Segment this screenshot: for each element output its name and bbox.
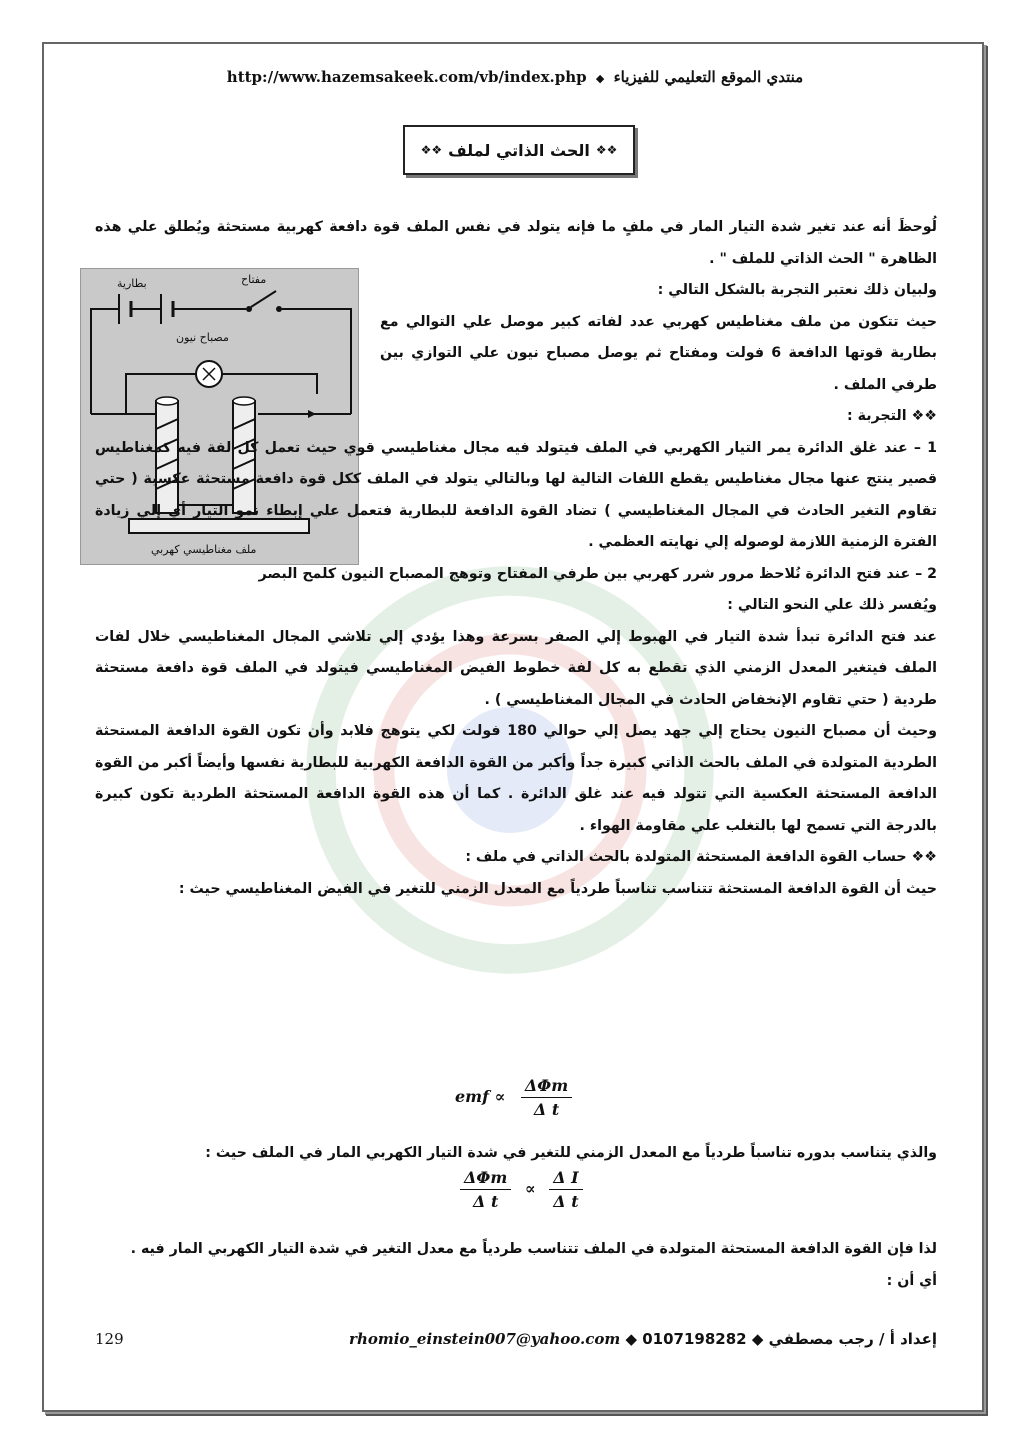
paragraph: 2 – عند فتح الدائرة نُلاحظ مرور شرر كهربي بين طرفي المفتاح وتوهج المصباح النيون كلمح البصر xyxy=(258,565,937,582)
formula-emf xyxy=(455,1076,572,1119)
paragraph: ولبيان ذلك نعتبر التجربة بالشكل التالي : xyxy=(657,282,937,298)
author-name: إعداد أ / رجب مصطفي xyxy=(768,1330,937,1348)
fraction xyxy=(549,1168,582,1211)
fraction xyxy=(460,1168,511,1211)
fraction-denominator: Δ t xyxy=(533,1100,560,1119)
section-title xyxy=(403,125,635,175)
coil-label: ملف مغناطيسي كهربي xyxy=(151,543,257,556)
paragraph: ويُفسر ذلك علي النحو التالي : xyxy=(727,597,937,613)
diamond-icon: ◆ xyxy=(746,1330,764,1348)
fraction-denominator: Δ t xyxy=(553,1192,579,1211)
paragraph: حيث أن القوة الدافعة المستحثة تتناسب تناسباً طردياً مع المعدل الزمني للتغير في الفيض المغناطيسي حيث : xyxy=(178,880,937,897)
proportional-symbol: ∝ xyxy=(524,1179,536,1198)
paragraph: والذي يتناسب بدوره تناسباً طردياً مع المعدل الزمني للتغير في شدة التيار الكهربي المار في الملف حيث : xyxy=(205,1145,937,1161)
page-header xyxy=(90,68,940,86)
fraction-numerator: Δ I xyxy=(549,1168,582,1190)
email-link[interactable]: rhomio_einstein007@yahoo.com xyxy=(349,1330,621,1348)
paragraph: لُوحظَ أنه عند تغير شدة التيار المار في ملفٍ ما فإنه يتولد في نفس الملف قوة دافعة كهربية مستحثة ويُطلق علي هذه الظاهرة " الحث الذاتي للملف " . xyxy=(95,219,937,267)
header-url[interactable]: http://www.hazemsakeek.com/vb/index.php xyxy=(226,68,587,86)
switch-label: مفتاح xyxy=(241,273,267,286)
body-text-2 xyxy=(95,1138,937,1170)
section-title-text: الحث الذاتي لملف xyxy=(448,140,590,160)
paragraph: وحيث أن مصباح النيون يحتاج إلي جهد يصل إلي حوالي 180 فولت لكي يتوهج فلابد وأن تكون القوة الدافعة المستحثة الطردية المتولدة في الملف بالحث الذاتي كبيرة جداً وأكبر من القوة الدافعة الكهربية للبطارية نفسها وأيضاً أكبر من القوة الدافعة المستحثة العكسية التي تتولد فيه عند غلق الدائرة . كما أن هذه القوة الدافعة المستحثة الطردية تكون كبيرة بالدرجة التي تسمح لها بالتغلب علي مقاومة الهواء . xyxy=(95,723,938,834)
body-text-3 xyxy=(95,1234,937,1297)
diamond-icon: ◆ xyxy=(620,1330,637,1348)
footer-credit xyxy=(349,1330,937,1348)
paragraph: حيث تتكون من ملف مغناطيس كهربي عدد لفاته كبير موصل علي التوالي مع بطارية قوتها الدافعة 6 فولت ومفتاح ثم يوصل مصباح نيون علي التوازي بين طرفي الملف . xyxy=(380,313,937,393)
paragraph: أي أن : xyxy=(886,1272,937,1289)
neon-label: مصباح نيون xyxy=(176,331,229,344)
diamond-icon: ❖❖ xyxy=(420,143,443,157)
body-text xyxy=(95,212,937,905)
page-number: 129 xyxy=(95,1330,124,1348)
battery-label: بطارية xyxy=(117,277,147,290)
formula-proportion xyxy=(460,1168,583,1211)
fraction xyxy=(521,1076,572,1119)
diamond-icon: ◆ xyxy=(595,72,605,85)
paragraph: ❖❖ التجربة : xyxy=(847,408,937,424)
paragraph: ❖❖ حساب القوة الدافعة المستحثة المتولدة بالحث الذاتي في ملف : xyxy=(465,849,937,865)
header-site: منتدي الموقع التعليمي للفيزياء xyxy=(613,68,804,86)
formula-lhs: emf ∝ xyxy=(455,1087,506,1106)
paragraph: عند فتح الدائرة تبدأ شدة التيار في الهبوط إلي الصفر بسرعة وهذا يؤدي إلي تلاشي المجال المغناطيسي خلال لفات الملف فيتغير المعدل الزمني الذي تقطع به كل لفة خطوط الفيض المغناطيسي فيتولد في الملف قوة دافعة مستحثة طردية ( حتي تقاوم الإنخفاض الحادث في المجال المغناطيسي ) . xyxy=(95,628,937,708)
phone-number: 0107198282 xyxy=(642,1330,747,1348)
paragraph: 1 – عند غلق الدائرة يمر التيار الكهربي في الملف فيتولد فيه مجال مغناطيسي قوي حيث تعمل كل لفة فيه كمغناطيس قصير ينتج عنها مجال مغناطيس يقطع اللفات التالية لها وبالتالي يتولد في الملف ككل قوة دافعة مستحثة عكسية ( حتي تقاوم التغير الحادث في المجال المغناطيسي ) تضاد القوة الدافعة للبطارية فتعمل علي إبطاء نمو التيار أي إلي زيادة الفترة الزمنية اللازمة لوصوله إلي نهايته العظمي . xyxy=(95,439,937,550)
paragraph: لذا فإن القوة الدافعة المستحثة المتولدة في الملف تتناسب طردياً مع معدل التغير في شدة التيار الكهربي المار فيه . xyxy=(130,1241,937,1257)
diamond-icon: ❖❖ xyxy=(595,143,618,157)
fraction-numerator: ΔΦm xyxy=(460,1168,511,1190)
fraction-numerator: ΔΦm xyxy=(521,1076,572,1098)
fraction-denominator: Δ t xyxy=(472,1192,499,1211)
